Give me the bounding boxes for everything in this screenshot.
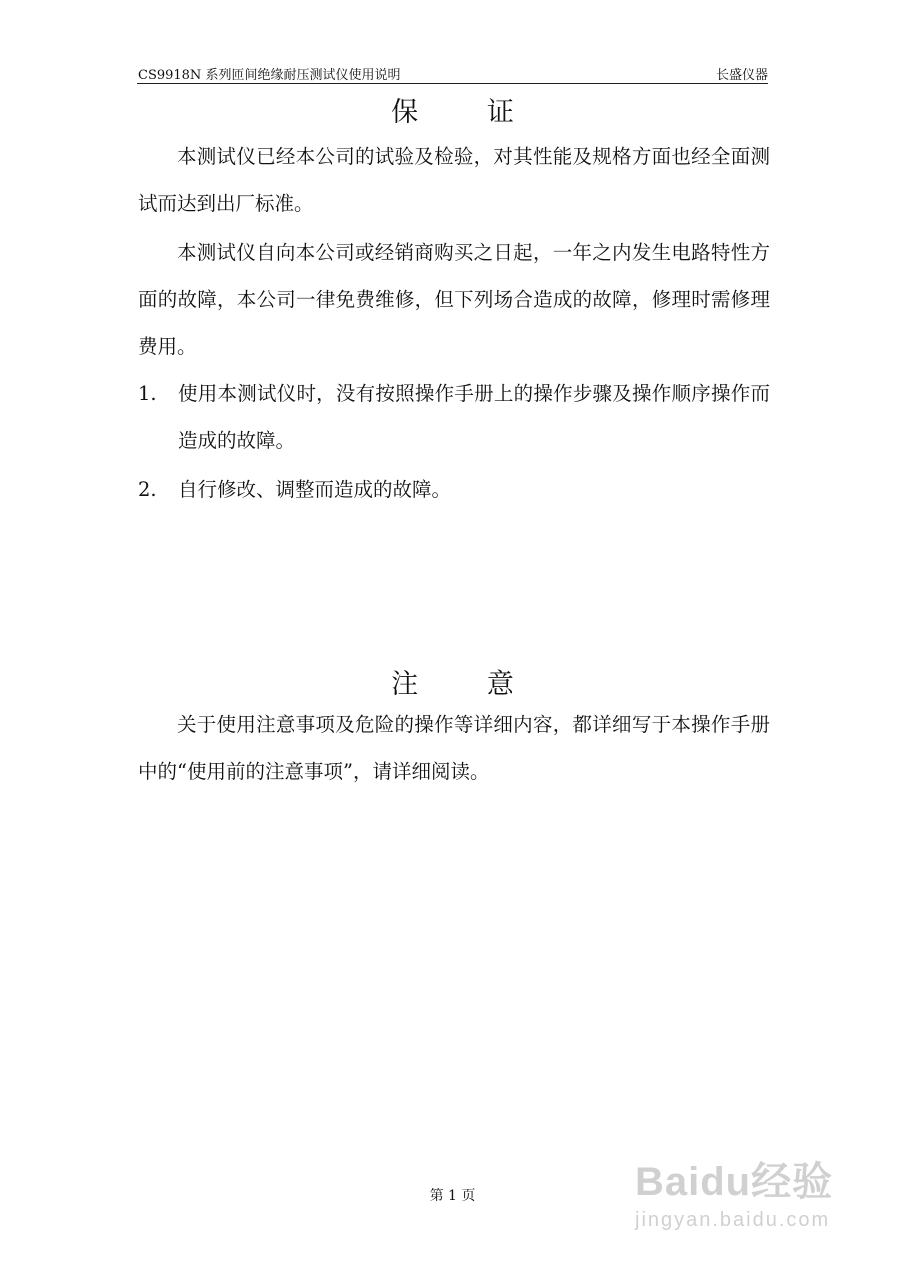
warranty-list-item <box>138 370 770 464</box>
header-divider <box>137 83 768 84</box>
watermark-url: jingyan.baidu.com <box>635 1209 831 1231</box>
list-item-text: 使用本测试仪时，没有按照操作手册上的操作步骤及操作顺序操作而造成的故障。 <box>178 382 770 452</box>
list-item-text: 自行修改、调整而造成的故障。 <box>178 478 452 501</box>
warranty-paragraph-1: 本测试仪已经本公司的试验及检验，对其性能及规格方面也经全面测试而达到出厂标准。 <box>138 145 770 215</box>
watermark-logo-text: Baidu经验 <box>635 1160 834 1204</box>
page-number: 第 1 页 <box>429 1188 476 1204</box>
list-item-number: 1. <box>138 382 157 405</box>
header-company-name: 长盛仪器 <box>715 68 768 83</box>
warranty-list-item <box>138 466 770 513</box>
baidu-jingyan-watermark <box>635 1150 855 1250</box>
warranty-title: 保 证 <box>391 97 514 128</box>
notice-paragraph: 关于使用注意事项及危险的操作等详细内容，都详细写于本操作手册中的“使用前的注意事项”，请详细阅读。 <box>138 713 770 783</box>
header-document-title: CS9918N 系列匝间绝缘耐压测试仪使用说明 <box>138 68 401 83</box>
notice-title: 注 意 <box>391 669 514 700</box>
warranty-paragraph-2: 本测试仪自向本公司或经销商购买之日起，一年之内发生电路特性方面的故障，本公司一律免费维修，但下列场合造成的故障，修理时需修理费用。 <box>138 241 770 358</box>
watermark-logo <box>635 1150 855 1207</box>
list-item-number: 2. <box>138 478 157 501</box>
